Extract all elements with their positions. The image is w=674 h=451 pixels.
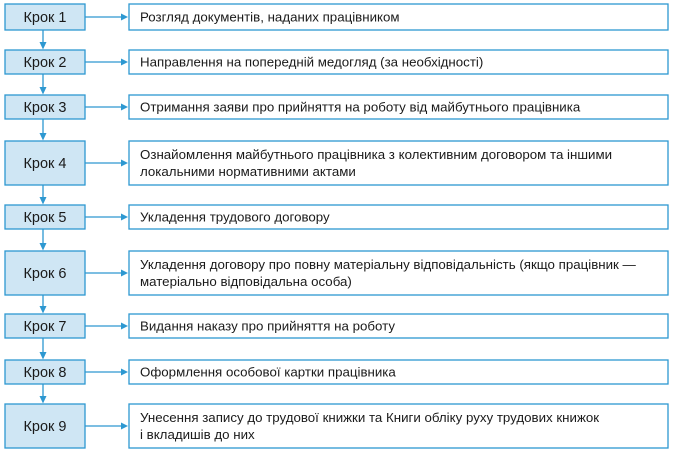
step-row [5, 314, 668, 338]
step-label: Крок 1 [23, 10, 67, 26]
description-text: Видання наказу про прийняття на роботу [140, 318, 395, 334]
step-label: Крок 6 [23, 266, 67, 282]
arrow-right-icon [121, 59, 128, 66]
step-label: Крок 3 [23, 100, 67, 116]
arrow-right-icon [121, 423, 128, 430]
step-label: Крок 8 [23, 365, 67, 381]
arrow-right-icon [121, 369, 128, 376]
step-row [5, 4, 668, 30]
description-text: Ознайомлення майбутнього працівника з колективним договором та іншими [140, 147, 613, 162]
arrow-down-icon [40, 243, 47, 251]
step-label: Крок 5 [23, 210, 67, 226]
arrow-down-icon [40, 87, 47, 95]
description-text: матеріально відповідальна особа) [140, 274, 352, 289]
description-text: Отримання заяви про прийняття на роботу від майбутнього працівника [140, 99, 581, 115]
arrow-right-icon [121, 14, 128, 21]
arrow-down-icon [40, 352, 47, 360]
description-text: Унесення запису до трудової книжки та Книги обліку руху трудових книжок [140, 410, 600, 425]
step-row [5, 95, 668, 119]
step-row [5, 360, 668, 384]
step-label: Крок 2 [23, 55, 67, 71]
arrow-right-icon [121, 214, 128, 221]
step-label: Крок 9 [23, 419, 67, 435]
description-text: Направлення на попередній медогляд (за необхідності) [140, 54, 484, 70]
arrow-right-icon [121, 160, 128, 167]
arrow-down-icon [40, 197, 47, 205]
description-text: Розгляд документів, наданих працівником [140, 9, 400, 25]
step-row [5, 404, 668, 448]
arrow-right-icon [121, 270, 128, 277]
description-text: і вкладишів до них [140, 427, 255, 442]
arrow-down-icon [40, 42, 47, 50]
step-row [5, 50, 668, 74]
arrow-down-icon [40, 306, 47, 314]
description-text: локальними нормативними актами [140, 164, 356, 179]
description-text: Укладення трудового договору [140, 209, 330, 225]
arrow-down-icon [40, 396, 47, 404]
arrow-down-icon [40, 133, 47, 141]
step-label: Крок 7 [23, 319, 67, 335]
step-row [5, 205, 668, 229]
description-text: Оформлення особової картки працівника [140, 364, 396, 380]
arrow-right-icon [121, 104, 128, 111]
description-text: Укладення договору про повну матеріальну відповідальність (якщо працівник — [140, 257, 636, 272]
arrow-right-icon [121, 323, 128, 330]
step-label: Крок 4 [23, 156, 67, 172]
step-row [5, 251, 668, 295]
step-row [5, 141, 668, 185]
